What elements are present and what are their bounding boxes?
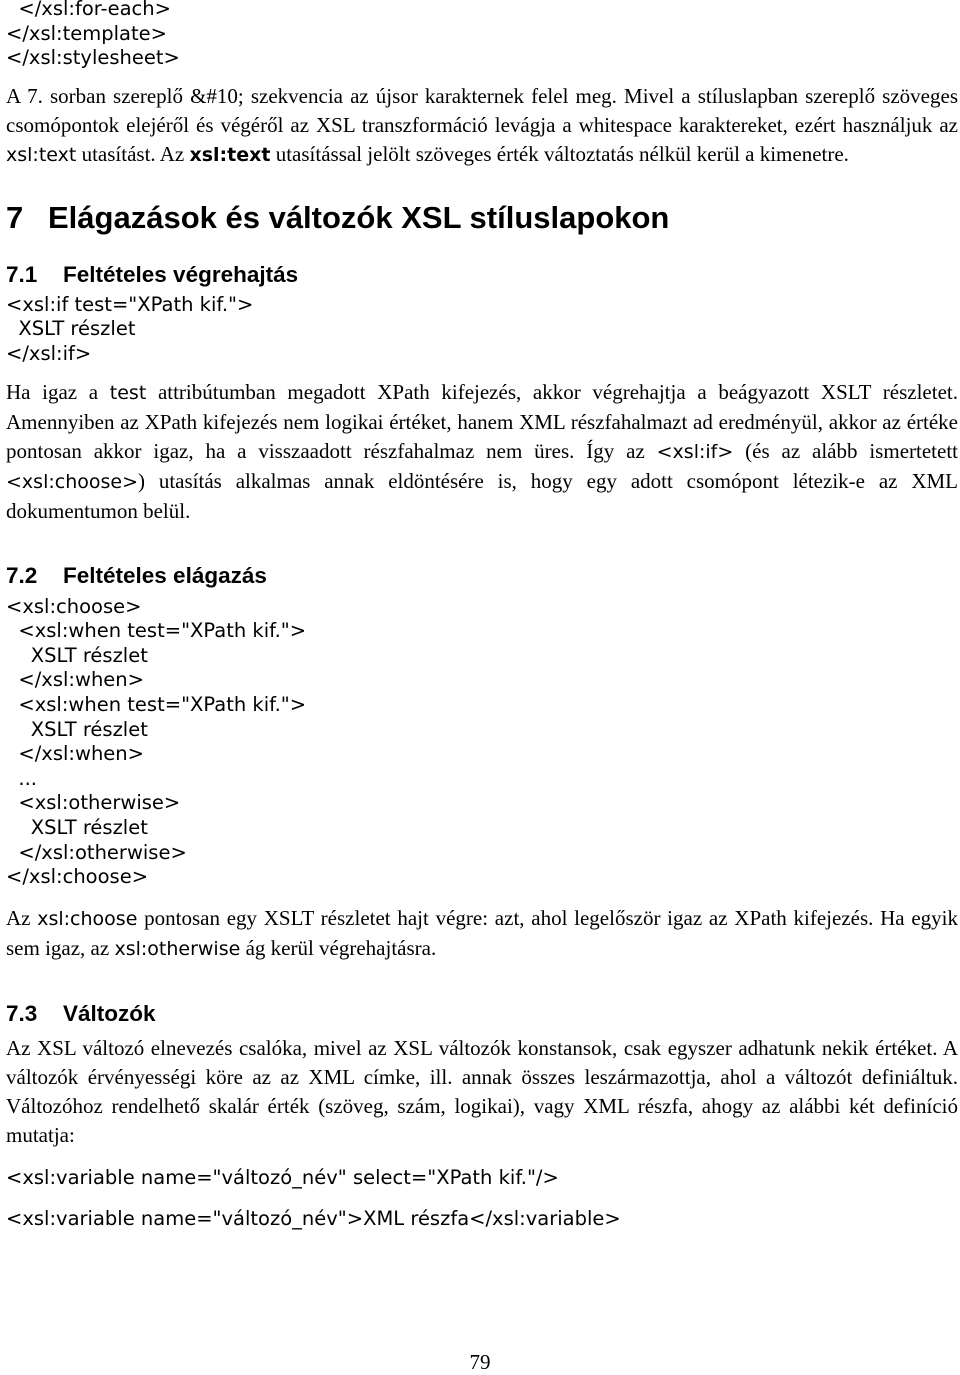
- chapter-title: Elágazások és változók XSL stíluslapokon: [48, 199, 670, 235]
- code-line: </xsl:otherwise>: [6, 840, 187, 864]
- text: Ha igaz a: [6, 379, 110, 404]
- section-heading-7-1: [6, 261, 958, 289]
- text: (és az alább ismertetett: [733, 438, 958, 463]
- page-number: 79: [469, 1350, 491, 1374]
- inline-code: <xsl:if>: [656, 440, 734, 463]
- code-line: XSLT részlet: [6, 643, 148, 667]
- section-number: 7.1: [6, 261, 38, 287]
- section-heading-7-3: [6, 1000, 958, 1028]
- section-number: 7.3: [6, 1000, 38, 1026]
- code-variable-select: <xsl:variable name="változó_név" select="XPath kif."/>: [6, 1165, 559, 1189]
- code-line: <xsl:otherwise>: [6, 791, 181, 815]
- text: ág kerül végrehajtásra.: [240, 935, 437, 960]
- inline-code: <xsl:choose>: [6, 470, 138, 493]
- code-line: </xsl:when>: [6, 742, 144, 766]
- inline-code: test: [109, 381, 147, 404]
- code-block-xsl-choose: [6, 595, 958, 890]
- code-line: ...: [6, 766, 37, 790]
- code-variable-subtree: <xsl:variable name="változó_név">XML részfa</xsl:variable>: [6, 1207, 621, 1231]
- chapter-number: 7: [6, 199, 24, 235]
- inline-code: xsl:otherwise: [114, 937, 241, 960]
- intro-paragraph: [6, 82, 958, 170]
- code-line: </xsl:template>: [6, 21, 167, 45]
- text: Az: [6, 905, 38, 930]
- code-line: <xsl:when test="XPath kif.">: [6, 619, 307, 643]
- code-line: XSLT részlet: [6, 317, 136, 341]
- section-7-1-paragraph: [6, 378, 958, 526]
- document-page: [6, 0, 958, 1232]
- code-block-xsl-if: [6, 293, 958, 367]
- section-7-2-paragraph: [6, 904, 958, 964]
- intro-text-1: A 7. sorban szereplő &#10; szekvencia az újsor karakternek felel meg. Mivel a stíluslapban szereplő szöveges csomópontok elejéről és végéről az XSL transzformáció levágja a whitespace karaktereket, ezért használjuk az: [6, 83, 958, 137]
- inline-code: xsl:choose: [37, 907, 138, 930]
- section-title: Változók: [63, 1000, 156, 1026]
- intro-text-2: utasítást. Az: [76, 141, 190, 166]
- code-line: </xsl:stylesheet>: [6, 46, 180, 70]
- section-heading-7-2: [6, 562, 958, 590]
- section-title: Feltételes elágazás: [63, 562, 267, 588]
- text: attribútumban megadott XPath kifejezés, akkor végrehajtja a beágyazott XSLT részletet. Amennyiben az XPath kifejezés nem logikai értéket, hanem XML részfahalmazt ad eredményül, akkor az értéke pontosan akkor igaz, ha a visszaadott részfahalmaz nem üres. Így az: [6, 379, 958, 463]
- code-line: <xsl:when test="XPath kif.">: [6, 692, 307, 716]
- code-line: <xsl:choose>: [6, 594, 142, 618]
- text: pontosan egy XSLT részletet hajt végre: azt, ahol legelőször igaz az XPath kifejezés. Ha egyik sem igaz, az: [6, 905, 958, 960]
- code-block-stylesheet-end: [6, 0, 958, 71]
- inline-code: xsl:text: [6, 143, 77, 166]
- code-line: </xsl:for-each>: [6, 0, 171, 20]
- intro-text-3: utasítással jelölt szöveges érték változtatás nélkül kerül a kimenetre.: [270, 141, 849, 166]
- text: ) utasítás alkalmas annak eldöntésére is, hogy egy adott csomópont létezik-e az XML dokumentumon belül.: [6, 468, 958, 523]
- code-line: XSLT részlet: [6, 717, 148, 741]
- section-title: Feltételes végrehajtás: [63, 261, 299, 287]
- code-line: </xsl:if>: [6, 341, 92, 365]
- inline-code-bold: xsl:text: [189, 143, 271, 166]
- code-line: </xsl:when>: [6, 668, 144, 692]
- code-line: </xsl:choose>: [6, 865, 149, 889]
- section-7-3-paragraph: Az XSL változó elnevezés csalóka, mivel az XSL változók konstansok, csak egyszer adhatunk nekik értéket. A változók érvényességi köre az az XML címke, ill. annak összes leszármazottja, ahol a változót definiáltuk. Változóhoz rendelhető skalár érték (szöveg, szám, logikai), vagy XML részfa, ahogy az alábbi két definíció mutatja:: [6, 1035, 958, 1147]
- code-line: XSLT részlet: [6, 815, 148, 839]
- chapter-heading: [6, 200, 958, 236]
- code-line: <xsl:if test="XPath kif.">: [6, 292, 254, 316]
- section-number: 7.2: [6, 562, 38, 588]
